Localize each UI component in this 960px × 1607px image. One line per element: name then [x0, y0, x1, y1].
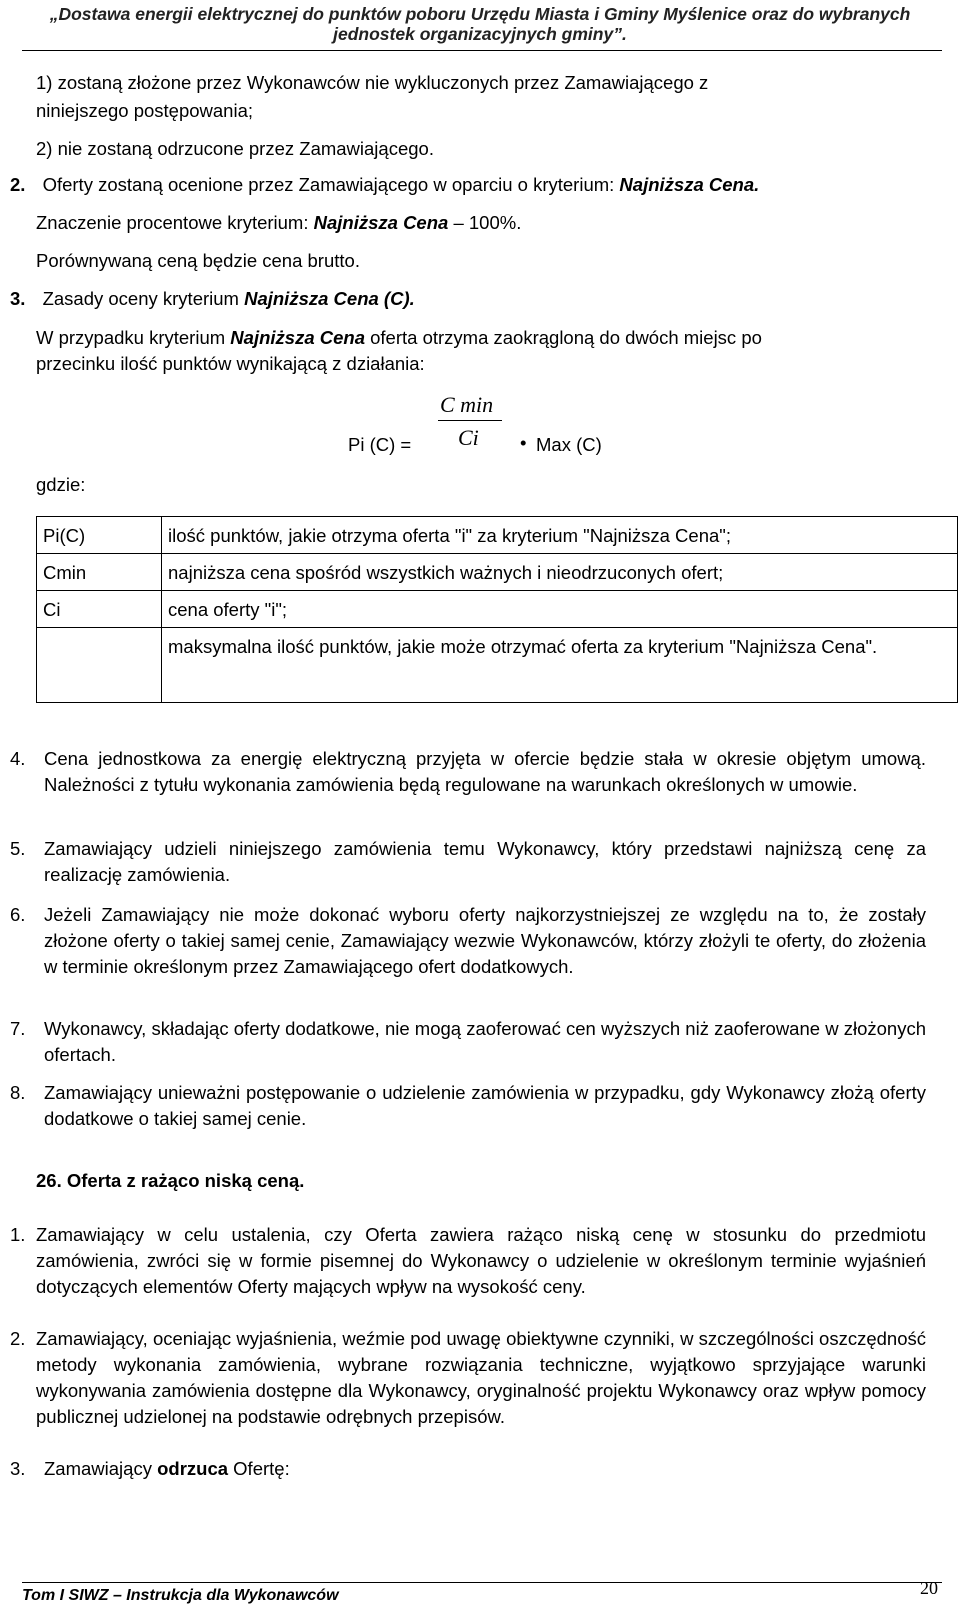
formula-lhs: Pi (C) =	[348, 434, 412, 455]
definition-desc: najniższa cena spośród wszystkich ważnych i nieodrzuconych ofert;	[162, 554, 958, 591]
table-row	[37, 517, 958, 554]
para-8-num: 8.	[10, 1082, 26, 1103]
header-title-line2: jednostek organizacyjnych gminy”.	[333, 24, 627, 44]
definition-key: Ci	[37, 591, 162, 628]
definitions-table	[36, 516, 958, 703]
header-rule	[22, 50, 942, 51]
para-6-num: 6.	[10, 904, 26, 925]
definition-desc: maksymalna ilość punktów, jakie może otrzymać oferta za kryterium "Najniższa Cena".	[162, 628, 958, 703]
section-26-item-2: Zamawiający, oceniając wyjaśnienia, weźmie pod uwagę obiektywne czynniki, w szczególności oszczędność metody wykonania zamówienia, wybrane rozwiązania techniczne, wyjątkowo sprzyjające warunki wykonywania zamówienia dostępne dla Wykonawcy, oryginalność projektu Wykonawcy oraz wpływ pomocy publicznej udzielonej na podstawie odrębnych przepisów.	[36, 1328, 926, 1427]
definition-desc: ilość punktów, jakie otrzyma oferta "i" za kryterium "Najniższa Cena";	[162, 517, 958, 554]
formula-numerator: C min	[440, 392, 494, 417]
para-7: Wykonawcy, składając oferty dodatkowe, nie mogą zaoferować cen wyższych niż zaoferowane w złożonych ofertach.	[44, 1018, 926, 1065]
list-item-1-cont: niniejszego postępowania;	[36, 100, 254, 121]
footer-rule	[22, 1582, 942, 1583]
formula-fraction-bar	[438, 420, 502, 421]
list-item-1: 1) zostaną złożone przez Wykonawców nie wykluczonych przez Zamawiającego z	[36, 72, 709, 93]
para-8: Zamawiający unieważni postępowanie o udzielenie zamówienia w przypadku, gdy Wykonawcy złożą oferty dodatkowe o takiej samej cenie.	[44, 1082, 926, 1129]
para-2: 2. Oferty zostaną ocenione przez Zamawiającego w oparciu o kryterium: Najniższa Cena.	[10, 174, 760, 195]
section-26-item-2-num: 2.	[10, 1328, 26, 1349]
page-number: 20	[920, 1578, 938, 1598]
where-label: gdzie:	[36, 474, 86, 495]
footer-title: Tom I SIWZ – Instrukcja dla Wykonawców	[22, 1587, 339, 1604]
para-4-num: 4.	[10, 748, 26, 769]
definition-key	[37, 628, 162, 703]
formula-denominator: Ci	[458, 425, 479, 450]
list-item-2: 2) nie zostaną odrzucone przez Zamawiającego.	[36, 138, 434, 159]
para-5: Zamawiający udzieli niniejszego zamówienia temu Wykonawcy, który przedstawi najniższą cenę za realizację zamówienia.	[44, 838, 926, 885]
section-26-heading: 26. Oferta z rażąco niską ceną.	[36, 1170, 305, 1191]
para-3: 3. Zasady oceny kryterium Najniższa Cena (C).	[10, 288, 415, 309]
formula-dot: •	[520, 432, 527, 453]
para-4: Cena jednostkowa za energię elektryczną przyjęta w ofercie będzie stała w okresie objętym umową. Należności z tytułu wykonania zamówienia będą regulowane na warunkach określonych w umowie.	[44, 748, 926, 795]
section-26-item-3-num: 3.	[10, 1458, 26, 1479]
para-3-line3: przecinku ilość punktów wynikającą z działania:	[36, 353, 425, 374]
header-title-line1: „Dostawa energii elektrycznej do punktów poboru Urzędu Miasta i Gminy Myślenice oraz do wybranych	[49, 4, 911, 24]
definition-key: Cmin	[37, 554, 162, 591]
section-26-item-1-num: 1.	[10, 1224, 26, 1245]
para-6: Jeżeli Zamawiający nie może dokonać wyboru oferty najkorzystniejszej ze względu na to, że zostały złożone oferty o takiej samej cenie, Zamawiający wezwie Wykonawców, którzy złożyli te oferty, do złożenia w terminie określonym przez Zamawiającego ofert dodatkowych.	[44, 904, 926, 977]
table-row	[37, 628, 958, 703]
para-5-num: 5.	[10, 838, 26, 859]
table-row	[37, 591, 958, 628]
section-26-item-3: Zamawiający odrzuca Ofertę:	[44, 1458, 290, 1479]
formula-rhs: Max (C)	[536, 434, 602, 455]
para-2-line3: Porównywaną ceną będzie cena brutto.	[36, 250, 360, 271]
para-7-num: 7.	[10, 1018, 26, 1039]
table-row	[37, 554, 958, 591]
definition-desc: cena oferty "i";	[162, 591, 958, 628]
para-3-line2: W przypadku kryterium Najniższa Cena oferta otrzyma zaokrągloną do dwóch miejsc po	[36, 327, 762, 348]
definition-key: Pi(C)	[37, 517, 162, 554]
para-2-line2: Znaczenie procentowe kryterium: Najniższa Cena – 100%.	[36, 212, 522, 233]
section-26-item-1: Zamawiający w celu ustalenia, czy Oferta zawiera rażąco niską cenę w stosunku do przedmiotu zamówienia, zwróci się w formie pisemnej do Wykonawcy o udzielenie w określonym terminie wyjaśnień dotyczących elementów Oferty mających wpływ na wysokość ceny.	[36, 1224, 926, 1297]
